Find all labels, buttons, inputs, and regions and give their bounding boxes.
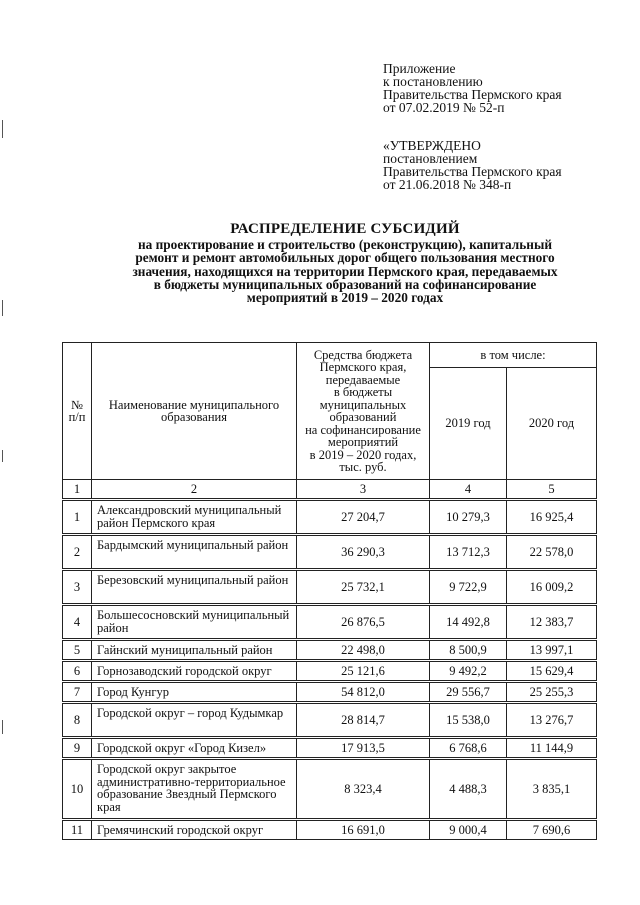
row-name: Городской округ «Город Кизел» [92, 738, 297, 759]
row-2020: 12 383,7 [507, 605, 597, 640]
subtitle-line: на проектирование и строительство (реконструкцию), капитальный [137, 237, 552, 252]
header-total-line: Пермского края, [319, 360, 407, 374]
header-total-line: муниципальных [319, 397, 407, 412]
header-total-line: тыс. руб. [339, 460, 387, 474]
column-index: 1 [63, 480, 92, 500]
table-row [63, 570, 597, 605]
row-2019: 6 768,6 [430, 738, 507, 759]
row-name: Гайнский муниципальный район [92, 640, 297, 661]
header-including: в том числе: [430, 343, 597, 368]
row-2019: 9 000,4 [430, 820, 507, 840]
row-total: 22 498,0 [297, 640, 430, 661]
header-total-line: в 2019 – 2020 годах, [309, 447, 417, 462]
row-num: 6 [63, 661, 92, 682]
row-total: 25 732,1 [297, 570, 430, 605]
row-num: 2 [63, 535, 92, 570]
row-num: 10 [63, 759, 92, 820]
approved-line: постановлением [383, 151, 478, 166]
appendix-line: от 07.02.2019 № 52-п [383, 100, 505, 115]
row-total: 28 814,7 [297, 703, 430, 738]
approved-line: «УТВЕРЖДЕНО [383, 138, 481, 153]
row-total: 26 876,5 [297, 605, 430, 640]
approved-line: Правительства Пермского края [383, 164, 562, 179]
row-2020: 11 144,9 [507, 738, 597, 759]
table-row [63, 703, 597, 738]
header-total-line: передаваемые [325, 372, 401, 387]
table-row [63, 759, 597, 820]
scan-edge-mark [2, 120, 3, 138]
table-row [63, 682, 597, 703]
table-row [63, 661, 597, 682]
subtitle-line: мероприятий в 2019 – 2020 годах [246, 290, 444, 306]
scan-edge-mark [2, 720, 3, 734]
subtitle-line: в бюджеты муниципальных образований на софинансирование [153, 276, 537, 292]
row-num: 4 [63, 605, 92, 640]
table-row [63, 500, 597, 535]
column-index: 4 [430, 480, 507, 500]
table-row [63, 605, 597, 640]
row-name: Бардымский муниципальный район [92, 535, 297, 570]
column-index-row [63, 480, 597, 500]
row-num: 5 [63, 640, 92, 661]
row-total: 17 913,5 [297, 738, 430, 759]
header-2020: 2020 год [507, 368, 597, 480]
column-index: 5 [507, 480, 597, 500]
row-num: 1 [63, 500, 92, 535]
row-total: 16 691,0 [297, 820, 430, 840]
row-2019: 13 712,3 [430, 535, 507, 570]
row-2019: 9 492,2 [430, 661, 507, 682]
row-2019: 8 500,9 [430, 640, 507, 661]
row-num: 3 [63, 570, 92, 605]
row-total: 8 323,4 [297, 759, 430, 820]
row-name: Александровский муниципальный район Пермского края [92, 500, 297, 535]
row-total: 25 121,6 [297, 661, 430, 682]
header-total-line: мероприятий [327, 435, 399, 449]
approved-block [383, 139, 633, 191]
row-2020: 3 835,1 [507, 759, 597, 820]
appendix-line: Приложение [383, 61, 456, 76]
row-total: 36 290,3 [297, 535, 430, 570]
row-total: 27 204,7 [297, 500, 430, 535]
row-2020: 25 255,3 [507, 682, 597, 703]
table-row [63, 738, 597, 759]
table-row [63, 820, 597, 840]
row-num: 9 [63, 738, 92, 759]
row-name: Город Кунгур [92, 682, 297, 703]
subtitle-line: ремонт и ремонт автомобильных дорог общего пользования местного [135, 250, 555, 266]
header-num: № п/п [63, 343, 92, 480]
header-total [297, 343, 430, 480]
subsidy-table [62, 342, 597, 840]
row-num: 11 [63, 820, 92, 840]
header-row [63, 343, 597, 368]
subtitle-line: значения, находящихся на территории Пермского края, передаваемых [132, 263, 558, 279]
row-num: 8 [63, 703, 92, 738]
appendix-line: Правительства Пермского края [383, 87, 562, 102]
row-2020: 22 578,0 [507, 535, 597, 570]
row-name: Городской округ – город Кудымкар [92, 703, 297, 738]
row-2019: 9 722,9 [430, 570, 507, 605]
row-2019: 4 488,3 [430, 759, 507, 820]
row-2020: 13 997,1 [507, 640, 597, 661]
row-name: Городской округ закрытое административно-территориальное образование Звездный Пермского края [92, 759, 297, 820]
scan-edge-mark [2, 300, 3, 316]
document-subtitle [100, 238, 590, 304]
row-2020: 16 925,4 [507, 500, 597, 535]
column-index: 3 [297, 480, 430, 500]
row-2019: 15 538,0 [430, 703, 507, 738]
header-name: Наименование муниципального образования [92, 343, 297, 480]
row-2020: 7 690,6 [507, 820, 597, 840]
row-2020: 15 629,4 [507, 661, 597, 682]
row-name: Большесосновский муниципальный район [92, 605, 297, 640]
column-index: 2 [92, 480, 297, 500]
row-2020: 16 009,2 [507, 570, 597, 605]
header-total-line: Средства бюджета [313, 347, 413, 362]
table-row [63, 535, 597, 570]
header-total-line: в бюджеты [333, 385, 393, 399]
header-2019: 2019 год [430, 368, 507, 480]
row-name: Березовский муниципальный район [92, 570, 297, 605]
document-title: РАСПРЕДЕЛЕНИЕ СУБСИДИЙ [230, 221, 460, 237]
row-2019: 10 279,3 [430, 500, 507, 535]
approved-line: от 21.06.2018 № 348-п [383, 177, 512, 192]
header-total-line: образований [329, 410, 397, 424]
appendix-line: к постановлению [383, 74, 483, 89]
row-num: 7 [63, 682, 92, 703]
row-2020: 13 276,7 [507, 703, 597, 738]
table-row [63, 640, 597, 661]
header-total-line: на софинансирование [305, 422, 421, 437]
appendix-block [383, 62, 633, 114]
row-name: Гремячинский городской округ [92, 820, 297, 840]
row-total: 54 812,0 [297, 682, 430, 703]
scan-edge-mark [2, 450, 3, 462]
row-name: Горнозаводский городской округ [92, 661, 297, 682]
row-2019: 14 492,8 [430, 605, 507, 640]
row-2019: 29 556,7 [430, 682, 507, 703]
